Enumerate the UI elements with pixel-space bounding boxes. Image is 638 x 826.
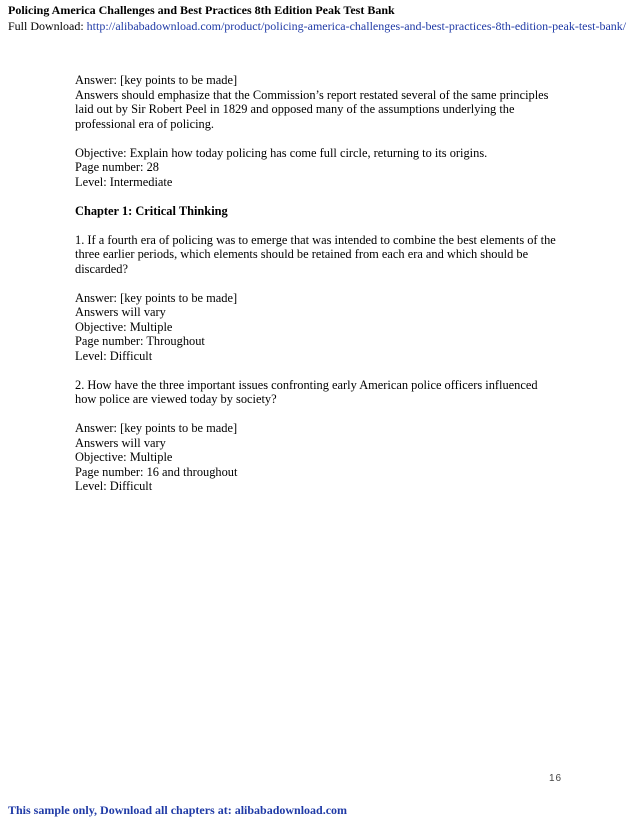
question-block-1 (75, 233, 575, 364)
answer-text-line: Answers should emphasize that the Commission’s report restated several of the same principles (75, 87, 549, 102)
document-title: Policing America Challenges and Best Practices 8th Edition Peak Test Bank (8, 3, 395, 17)
page-number-text: Page number: Throughout (75, 334, 205, 348)
answer-text: Answers will vary (75, 305, 166, 319)
level-text: Level: Difficult (75, 479, 153, 493)
chapter-heading: Chapter 1: Critical Thinking (75, 203, 228, 218)
question-text-line: how police are viewed today by society? (75, 392, 277, 406)
download-link[interactable]: http://alibabadownload.com/product/policing-america-challenges-and-best-practices-8th-edition-peak-test-bank/ (86, 19, 627, 33)
question-text-line: three earlier periods, which elements should be retained from each era and which should be (75, 247, 529, 261)
download-prefix: Full Download: (8, 19, 87, 33)
answer-label: Answer: [key points to be made] (75, 421, 238, 435)
download-line (8, 18, 634, 34)
objective-text: Objective: Multiple (75, 450, 173, 464)
question-text-line: 1. If a fourth era of policing was to emerge that was intended to combine the best elements of the (75, 232, 556, 247)
footer-download-note[interactable]: This sample only, Download all chapters at: alibabadownload.com (8, 803, 348, 817)
answer-label: Answer: [key points to be made] (75, 73, 238, 87)
page-number-text: Page number: 16 and throughout (75, 464, 238, 479)
page-number-text: Page number: 28 (75, 160, 159, 174)
page-number: 16 (549, 773, 563, 784)
document-body (75, 73, 575, 494)
objective-text: Objective: Explain how today policing has come full circle, returning to its origins. (75, 145, 488, 160)
level-text: Level: Difficult (75, 348, 153, 363)
question-text-line: 2. How have the three important issues confronting early American police officers influenced (75, 377, 538, 392)
level-text: Level: Intermediate (75, 174, 173, 189)
page-header (8, 2, 634, 34)
objective-text: Objective: Multiple (75, 319, 173, 334)
answer-text: Answers will vary (75, 435, 166, 450)
question-text-line: discarded? (75, 261, 128, 276)
answer-label: Answer: [key points to be made] (75, 290, 238, 305)
answer-text-line: laid out by Sir Robert Peel in 1829 and opposed many of the assumptions underlying the (75, 102, 515, 116)
question-block-2 (75, 378, 575, 494)
answer-block-1 (75, 73, 575, 189)
answer-text-line: professional era of policing. (75, 116, 215, 131)
